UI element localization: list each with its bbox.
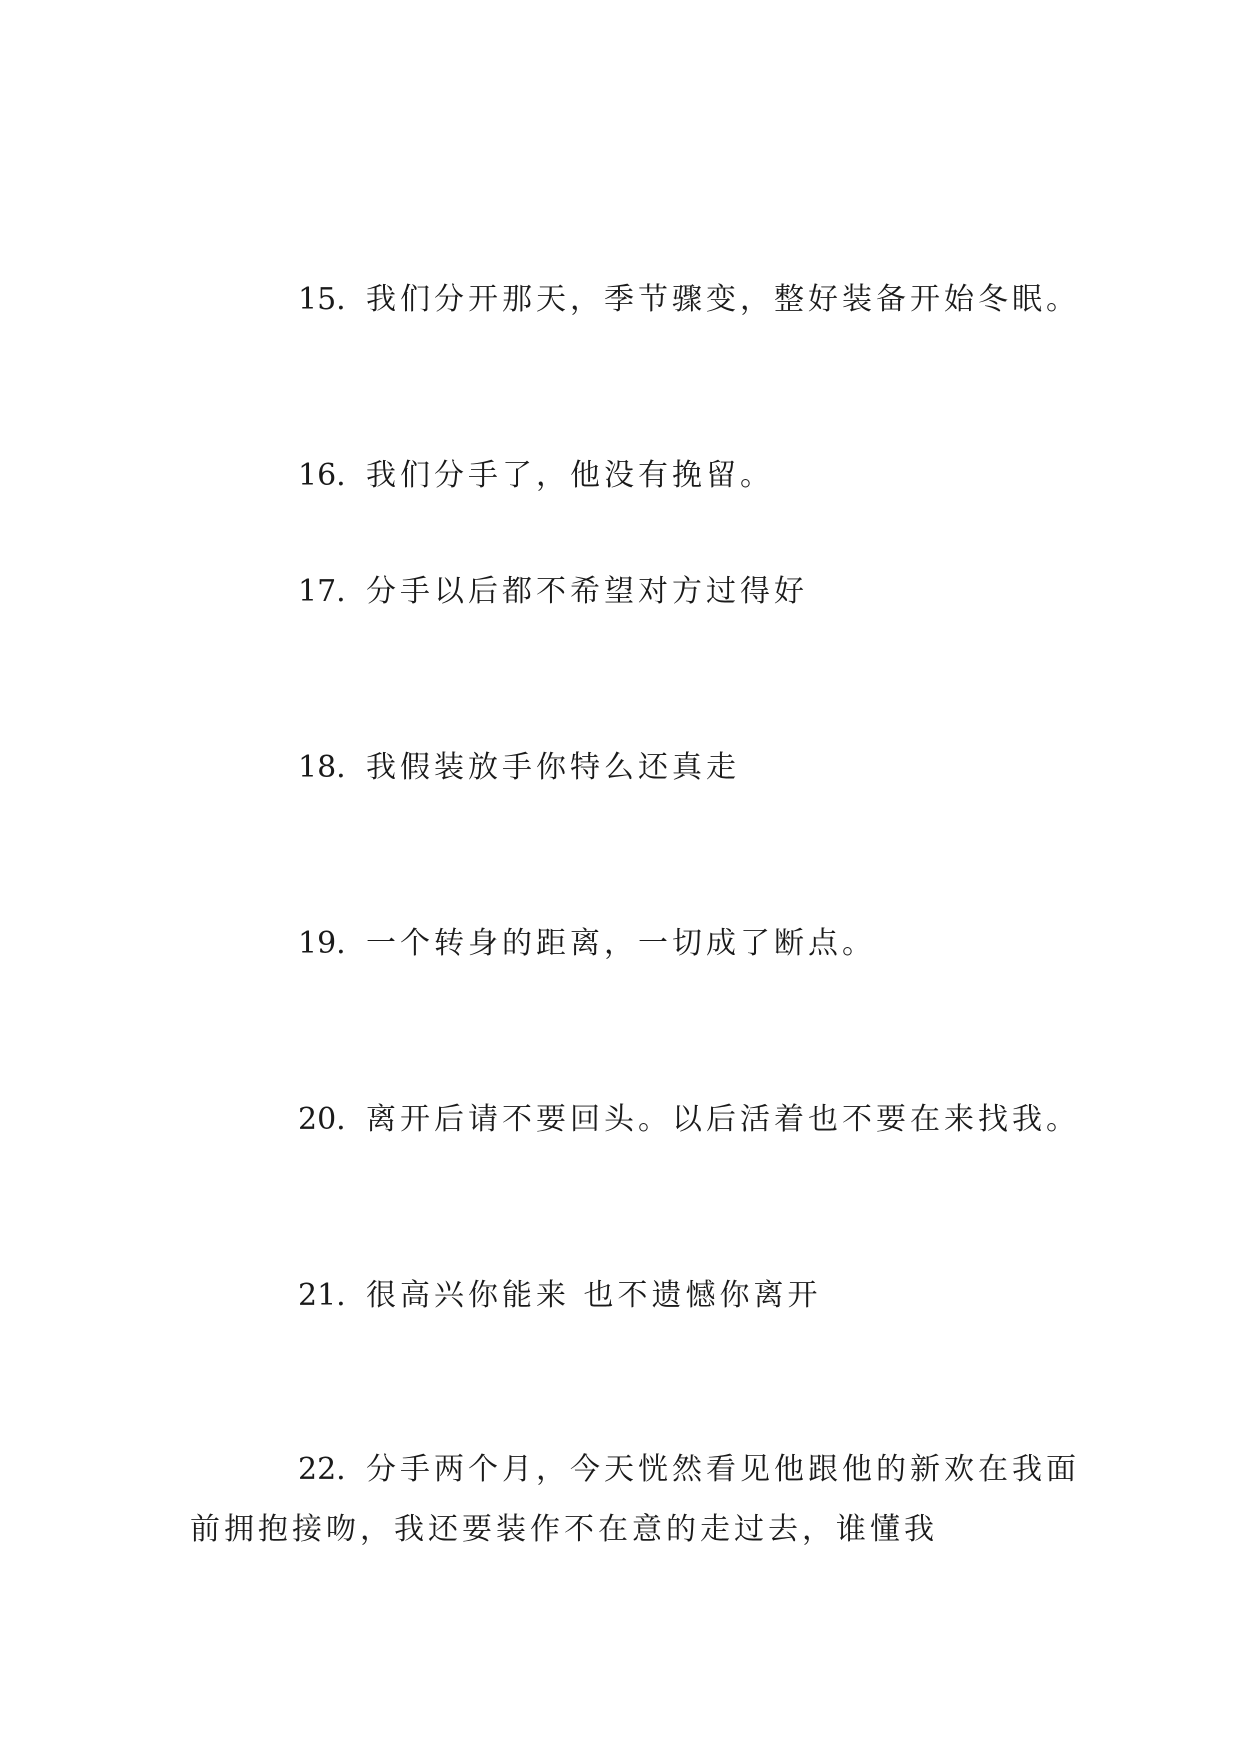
list-item-19 xyxy=(298,924,876,964)
item-text-line2: 前拥抱接吻，我还要装作不在意的走过去，谁懂我 xyxy=(190,1512,938,1547)
list-item-21 xyxy=(298,1276,822,1316)
list-item-15 xyxy=(298,280,1080,320)
item-number: 21. xyxy=(298,1278,346,1313)
item-number: 20. xyxy=(298,1102,346,1137)
item-number: 18. xyxy=(298,750,346,785)
item-number: 17. xyxy=(298,574,346,609)
item-text: 我们分开那天，季节骤变，整好装备开始冬眠。 xyxy=(366,282,1080,317)
item-number: 15. xyxy=(298,282,346,317)
list-item-22 xyxy=(190,1440,1080,1560)
item-text: 离开后请不要回头。以后活着也不要在来找我。 xyxy=(366,1102,1080,1137)
item-text-line1: 分手两个月，今天恍然看见他跟他的新欢在我面 xyxy=(366,1452,1080,1487)
list-item-17 xyxy=(298,572,808,612)
item-number: 22. xyxy=(298,1452,346,1487)
item-text: 我们分手了，他没有挽留。 xyxy=(366,458,774,493)
list-item-16 xyxy=(298,456,774,496)
item-text: 很高兴你能来 也不遗憾你离开 xyxy=(366,1278,822,1313)
item-text: 我假装放手你特么还真走 xyxy=(366,750,740,785)
item-number: 16. xyxy=(298,458,346,493)
item-text: 一个转身的距离，一切成了断点。 xyxy=(366,926,876,961)
item-number: 19. xyxy=(298,926,346,961)
list-item-20 xyxy=(298,1100,1080,1140)
item-text: 分手以后都不希望对方过得好 xyxy=(366,574,808,609)
list-item-18 xyxy=(298,748,740,788)
item-first-line xyxy=(190,1440,1080,1500)
